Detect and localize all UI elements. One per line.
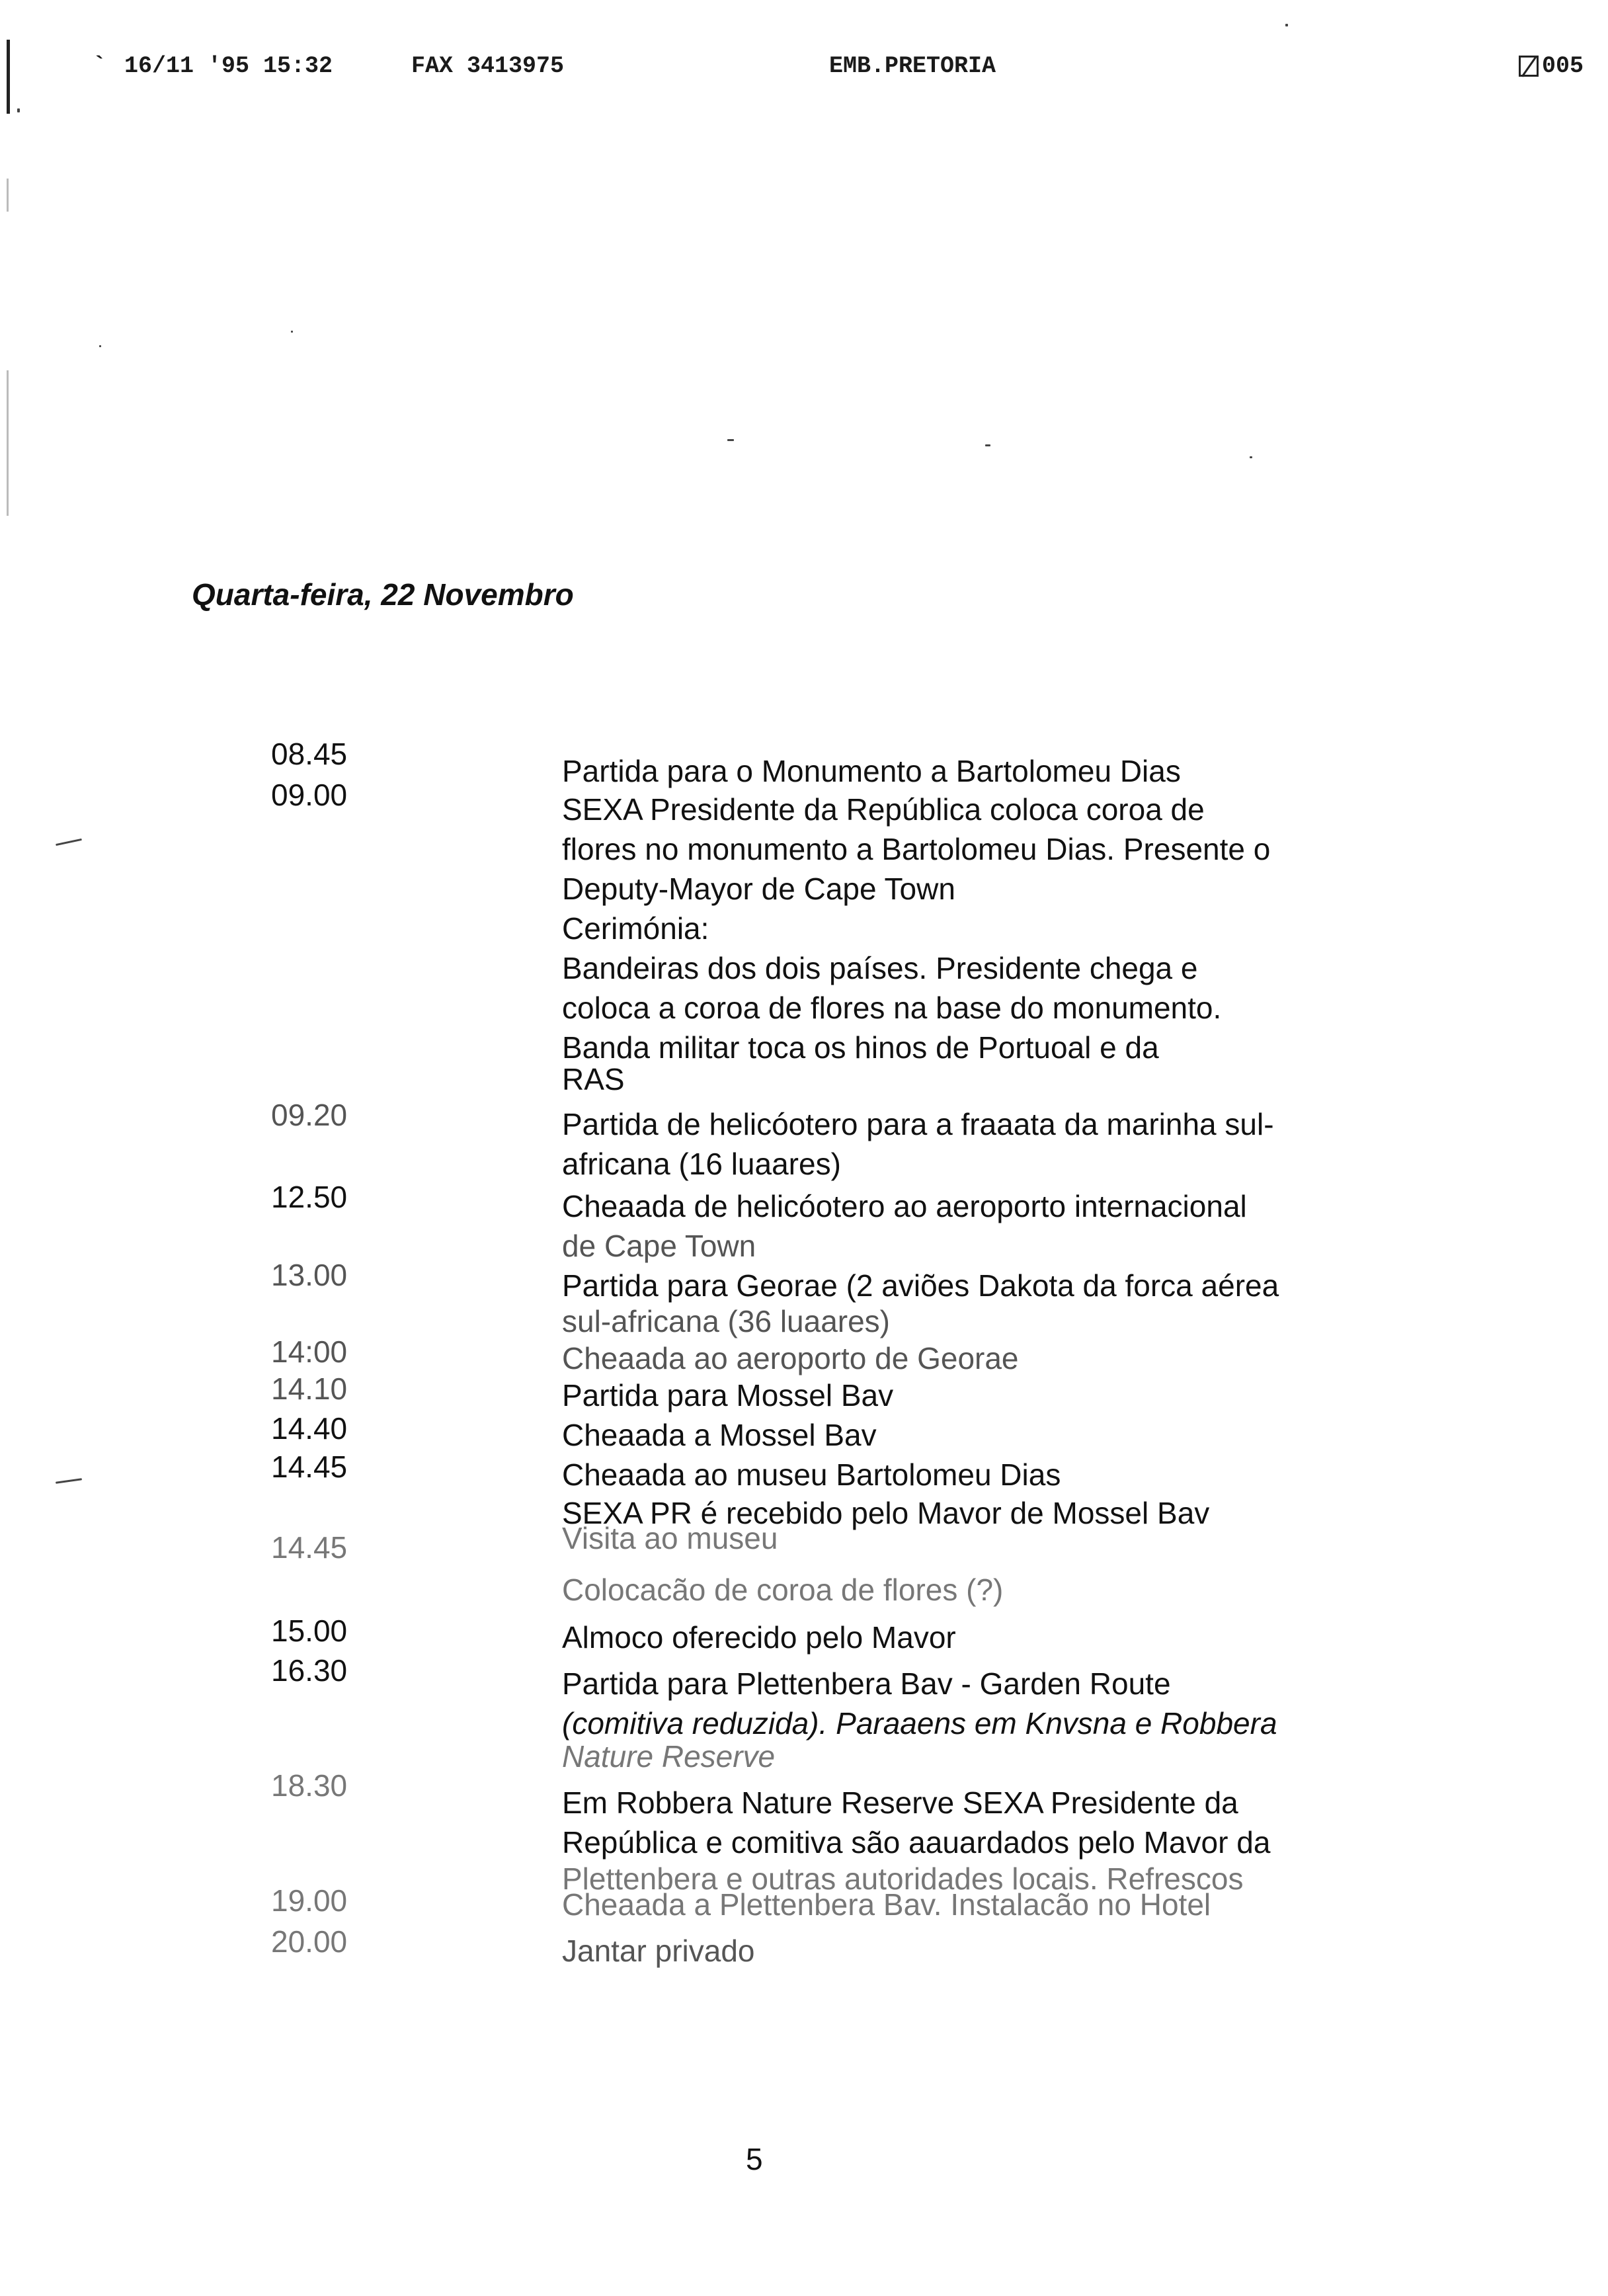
entry-line: Colocacão de coroa de flores (?) xyxy=(562,1573,1004,1607)
entry-line: Partida para Mossel Bav xyxy=(562,1378,894,1413)
entry-time: 13.00 xyxy=(271,1258,348,1292)
entry-line: Cheaada ao museu Bartolomeu Dias xyxy=(562,1457,1061,1492)
entry-time: 20.00 xyxy=(271,1924,348,1959)
entry-line: Cerimónia: xyxy=(562,911,709,946)
entry-line: SEXA PR é recebido pelo Mavor de Mossel Bav xyxy=(562,1496,1210,1530)
entry-time: 18.30 xyxy=(271,1768,348,1803)
entry-line: Partida para Plettenbera Bav - Garden Route xyxy=(562,1666,1171,1701)
entry-description xyxy=(562,1186,1441,1266)
entry-line: Jantar privado xyxy=(562,1934,755,1968)
fax-datetime: 16/11 '95 15:32 xyxy=(124,53,333,79)
entry-time: 15.00 xyxy=(271,1614,348,1648)
entry-line: (comitiva reduzida). Paraaens em Knvsna e Robbera xyxy=(562,1706,1277,1741)
entry-time: 14.40 xyxy=(271,1411,348,1446)
entry-line: Cheaada ao aeroporto de Georae xyxy=(562,1341,1019,1375)
entry-description xyxy=(562,1524,1441,1610)
entry-time: 09.00 xyxy=(271,778,348,812)
entry-time: 14.45 xyxy=(271,1530,348,1565)
entry-time: 14.45 xyxy=(271,1450,348,1484)
page-number: 5 xyxy=(746,2142,763,2176)
entry-description xyxy=(562,1783,1441,1895)
entry-line: RAS xyxy=(562,1067,625,1091)
fax-page-code: 005 xyxy=(1542,53,1584,79)
entry-description xyxy=(562,1618,1441,1657)
entry-time: 14.10 xyxy=(271,1372,348,1406)
entry-time: 14:00 xyxy=(271,1334,348,1369)
entry-description xyxy=(562,1104,1441,1184)
entry-line: Partida para o Monumento a Bartolomeu Dias xyxy=(562,754,1181,788)
entry-line: Partida para Georae (2 aviões Dakota da forca aérea xyxy=(562,1268,1279,1303)
entry-line: Banda militar toca os hinos de Portuoal e da xyxy=(562,1030,1159,1065)
entry-time: 08.45 xyxy=(271,737,348,771)
day-title: Quarta-feira, 22 Novembro xyxy=(192,577,574,612)
entry-line: SEXA Presidente da República coloca coroa de xyxy=(562,792,1205,827)
entry-description xyxy=(562,1885,1441,1924)
fax-mark: ` xyxy=(93,53,107,79)
entry-line: Partida de helicóotero para a fraaata da marinha sul- xyxy=(562,1107,1274,1141)
entry-line: Visita ao museu xyxy=(562,1524,778,1553)
entry-line: Em Robbera Nature Reserve SEXA Presidente da xyxy=(562,1785,1238,1820)
entry-line: República e comitiva são aauardados pelo Mavor da xyxy=(562,1825,1271,1860)
entry-line: Almoco oferecido pelo Mavor xyxy=(562,1620,956,1655)
entry-description xyxy=(562,790,1441,1091)
entry-line: Cheaada a Plettenbera Bav. Instalacão no Hotel xyxy=(562,1887,1211,1922)
entry-description xyxy=(562,1664,1441,1770)
entry-line: Deputy-Mayor de Cape Town xyxy=(562,872,955,906)
entry-time: 12.50 xyxy=(271,1180,348,1214)
entry-line: coloca a coroa de flores na base do monumento. xyxy=(562,991,1222,1025)
fax-number: FAX 3413975 xyxy=(411,53,565,79)
fax-sender: EMB.PRETORIA xyxy=(829,53,996,79)
entry-description xyxy=(562,1455,1441,1532)
entry-line: flores no monumento a Bartolomeu Dias. Presente o xyxy=(562,832,1271,866)
entry-description xyxy=(562,1338,1441,1378)
entry-line: de Cape Town xyxy=(562,1229,756,1263)
entry-description xyxy=(562,751,1441,791)
entry-description xyxy=(562,1266,1441,1337)
entry-line: Nature Reserve xyxy=(562,1743,776,1770)
entry-time: 19.00 xyxy=(271,1883,348,1918)
entry-line: Cheaada a Mossel Bav xyxy=(562,1418,877,1452)
entry-description xyxy=(562,1375,1441,1415)
entry-description xyxy=(562,1415,1441,1455)
entry-line: Cheaada de helicóotero ao aeroporto internacional xyxy=(562,1189,1247,1223)
entry-line: africana (16 luaares) xyxy=(562,1147,841,1181)
entry-line: Bandeiras dos dois países. Presidente chega e xyxy=(562,951,1198,985)
entry-time: 16.30 xyxy=(271,1653,348,1688)
entry-line: Plettenbera e outras autoridades locais. Refrescos xyxy=(562,1862,1244,1896)
entry-description xyxy=(562,1931,1441,1971)
entry-time: 09.20 xyxy=(271,1098,348,1132)
entry-line: sul-africana (36 luaares) xyxy=(562,1304,891,1338)
